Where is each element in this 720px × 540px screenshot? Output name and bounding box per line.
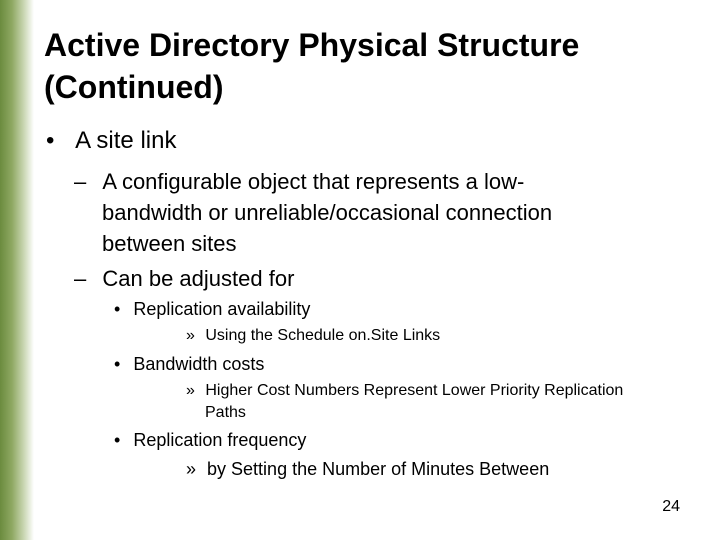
bullet-adjusted: – Can be adjusted for	[74, 266, 295, 291]
chevron-double-icon: »	[186, 382, 195, 399]
dash-icon: –	[74, 169, 87, 194]
bullet-frequency: • Replication frequency	[114, 430, 307, 450]
bullet-dot-icon: •	[114, 299, 121, 319]
bullet-definition-cont-2: between sites	[102, 231, 237, 256]
bullet-dot-icon: •	[114, 354, 121, 374]
slide-title	[44, 24, 704, 108]
bullet-bandwidth-sub: » Higher Cost Numbers Represent Lower Priority Replication	[186, 382, 624, 399]
bullet-site-link: • A site link	[46, 127, 177, 154]
decorative-side-bar	[0, 0, 34, 540]
chevron-double-icon: »	[186, 327, 195, 344]
dash-icon: –	[74, 266, 87, 291]
bullet-dot-icon: •	[114, 430, 121, 450]
bullet-bandwidth: • Bandwidth costs	[114, 354, 265, 374]
title-line-1: Active Directory Physical Structure	[44, 27, 580, 63]
page-number: 24	[662, 498, 680, 515]
chevron-double-icon: »	[186, 459, 197, 479]
bullet-availability-sub: » Using the Schedule on.Site Links	[186, 327, 441, 344]
bullet-dot-icon: •	[46, 127, 55, 154]
bullet-bandwidth-sub-cont: Paths	[205, 404, 246, 421]
bullet-frequency-sub: » by Setting the Number of Minutes Between	[186, 459, 550, 479]
title-line-2: (Continued)	[44, 69, 224, 105]
bullet-availability: • Replication availability	[114, 299, 311, 319]
bullet-definition: – A configurable object that represents a low-	[74, 169, 525, 194]
bullet-definition-cont-1: bandwidth or unreliable/occasional connection	[102, 200, 553, 225]
